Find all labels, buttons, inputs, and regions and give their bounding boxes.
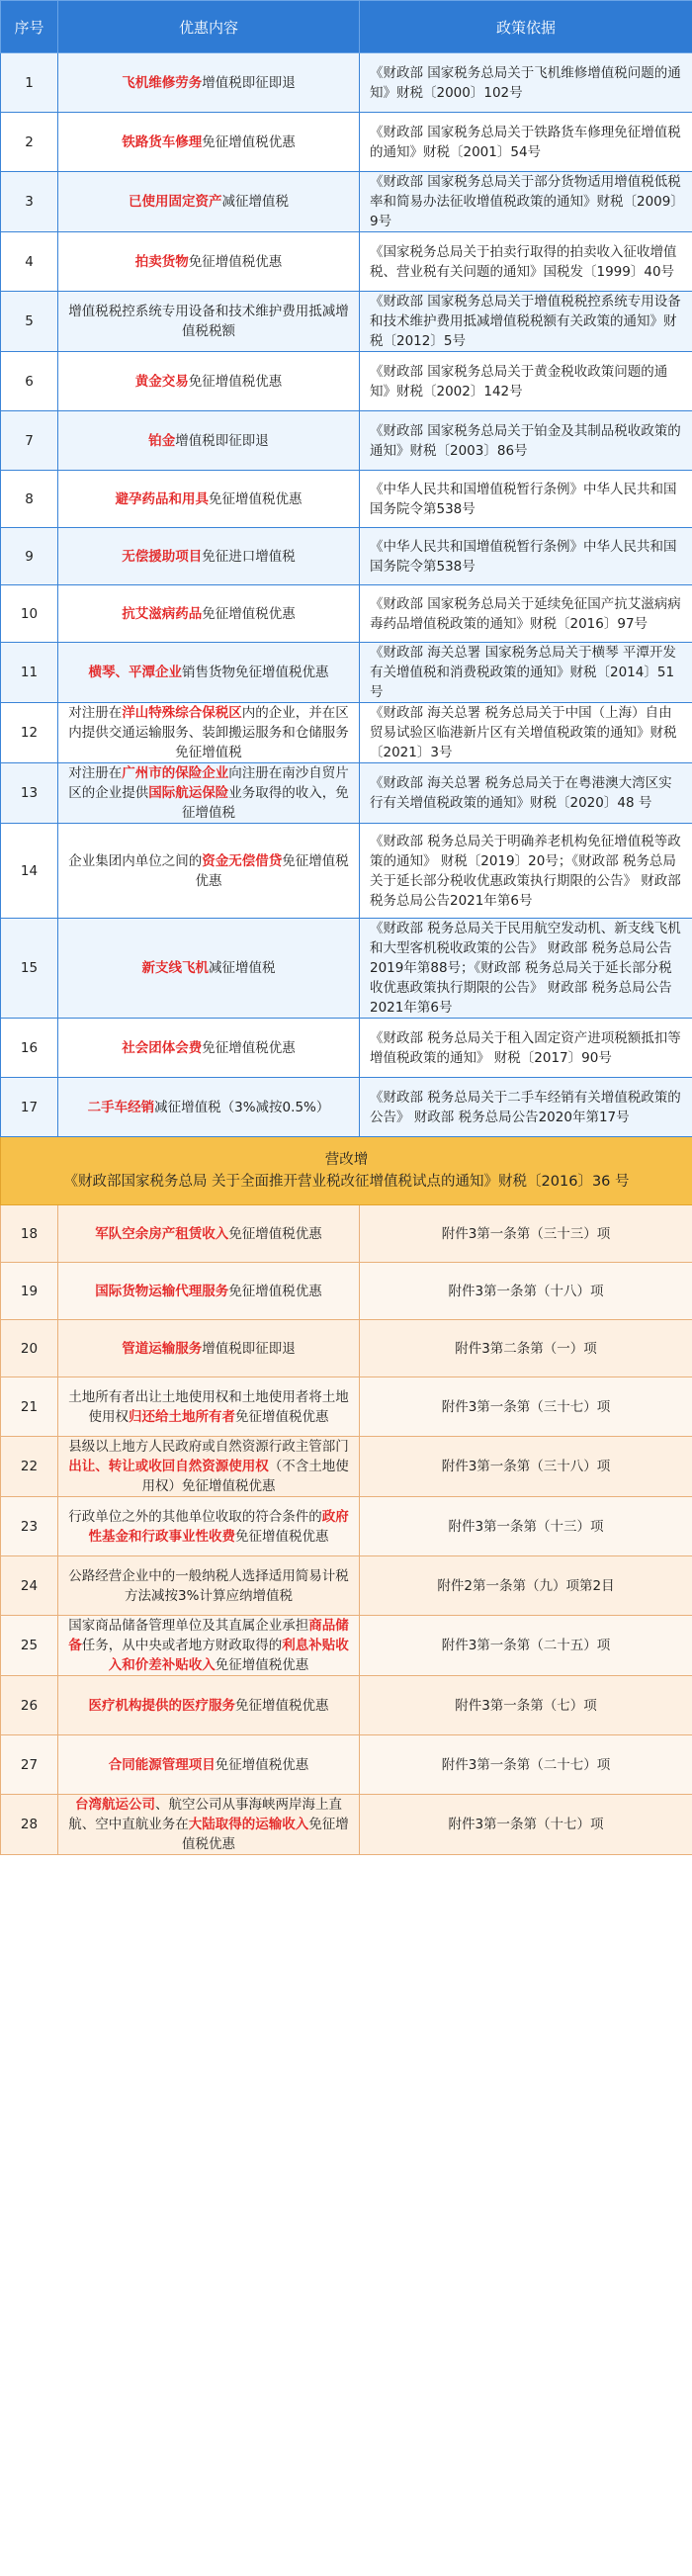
incentive-content — [58, 352, 360, 411]
row-number: 15 — [1, 919, 58, 1019]
table-row — [1, 1795, 692, 1855]
table-row — [1, 824, 692, 919]
incentive-content — [58, 585, 360, 643]
row-number: 1 — [1, 53, 58, 113]
content-text: 向注册在南沙自贸片区的企业提供 — [68, 765, 349, 801]
highlight-text: 合同能源管理项目 — [108, 1756, 216, 1773]
header-item: 优惠内容 — [58, 1, 360, 53]
content-text: 业务取得的收入，免征增值税 — [182, 785, 349, 821]
section-banner-row — [1, 1137, 692, 1205]
banner-subtitle: 《财政部国家税务总局 关于全面推开营业税改征增值税试点的通知》财税〔2016〕36 号 — [63, 1174, 630, 1190]
highlight-text: 商品储备 — [68, 1618, 349, 1653]
incentive-content — [58, 1078, 360, 1137]
incentive-content — [58, 411, 360, 471]
policy-basis: 《财政部 国家税务总局关于铂金及其制品税收政策的通知》财税〔2003〕86号 — [360, 411, 692, 471]
highlight-text: 洋山特殊综合保税区 — [122, 705, 242, 721]
row-number: 20 — [1, 1320, 58, 1377]
policy-basis: 附件3第二条第（一）项 — [360, 1320, 692, 1377]
policy-basis: 《财政部 海关总署 国家税务总局关于横琴 平潭开发有关增值税和消费税政策的通知》财税〔2014〕51号 — [360, 643, 692, 703]
incentive-content — [58, 232, 360, 292]
policy-basis: 《财政部 国家税务总局关于延续免征国产抗艾滋病病毒药品增值税政策的通知》财税〔2016〕97号 — [360, 585, 692, 643]
content-text: 公路经营企业中的一般纳税人选择适用简易计税方法减按3%计算应纳增值税 — [68, 1567, 349, 1604]
header-no: 序号 — [1, 1, 58, 53]
row-number: 6 — [1, 352, 58, 411]
table-header — [1, 1, 692, 53]
incentive-content — [58, 1263, 360, 1320]
table-row — [1, 1676, 692, 1735]
table-row — [1, 292, 692, 352]
row-number: 4 — [1, 232, 58, 292]
policy-basis: 《财政部 国家税务总局关于部分货物适用增值税低税率和简易办法征收增值税政策的通知》财税〔2009〕9号 — [360, 172, 692, 232]
incentive-content — [58, 1205, 360, 1263]
content-text: 免征增值税优惠 — [202, 133, 296, 150]
policy-basis: 《财政部 海关总署 税务总局关于在粤港澳大湾区实行有关增值税政策的通知》财税〔2020〕48 号 — [360, 763, 692, 824]
table-row — [1, 113, 692, 172]
policy-basis: 附件2第一条第（九）项第2目 — [360, 1556, 692, 1616]
row-number: 12 — [1, 703, 58, 763]
content-text: 国家商品储备管理单位及其直属企业承担 — [68, 1618, 309, 1634]
table-row — [1, 1616, 692, 1676]
incentive-content — [58, 763, 360, 824]
content-text: 对注册在 — [68, 765, 123, 781]
content-text: 行政单位之外的其他单位收取的符合条件的 — [68, 1508, 322, 1525]
table-row — [1, 172, 692, 232]
content-text: 减征增值税 — [209, 960, 276, 976]
table-row — [1, 585, 692, 643]
content-text: 免征增值税优惠 — [195, 852, 349, 889]
policy-basis: 《财政部 国家税务总局关于黄金税收政策问题的通知》财税〔2002〕142号 — [360, 352, 692, 411]
content-text: 减征增值税（3%减按0.5%） — [154, 1099, 330, 1115]
row-number: 2 — [1, 113, 58, 172]
incentive-content — [58, 1795, 360, 1855]
content-text: 免征增值税优惠 — [215, 1657, 309, 1673]
content-text: 免征增值税优惠 — [235, 1528, 329, 1545]
content-text: 增值税税控系统专用设备和技术维护费用抵减增值税税额 — [68, 304, 349, 339]
row-number: 28 — [1, 1795, 58, 1855]
incentive-content — [58, 703, 360, 763]
highlight-text: 利息补贴收入和价差补贴收入 — [108, 1638, 349, 1673]
row-number: 8 — [1, 471, 58, 528]
row-number: 18 — [1, 1205, 58, 1263]
policy-basis: 附件3第一条第（十七）项 — [360, 1795, 692, 1855]
row-number: 22 — [1, 1437, 58, 1497]
highlight-text: 横琴、平潭企业 — [88, 665, 182, 680]
incentive-content — [58, 113, 360, 172]
policy-basis: 《财政部 税务总局关于二手车经销有关增值税政策的公告》 财政部 税务总局公告2020年第17号 — [360, 1078, 692, 1137]
highlight-text: 管道运输服务 — [122, 1340, 203, 1357]
content-text: 企业集团内单位之间的 — [68, 852, 203, 869]
highlight-text: 国际航运保险 — [148, 785, 229, 801]
row-number: 23 — [1, 1497, 58, 1556]
incentive-content — [58, 1437, 360, 1497]
highlight-text: 铁路货车修理 — [122, 133, 203, 150]
content-text: 对注册在 — [68, 705, 123, 721]
policy-basis: 《中华人民共和国增值税暂行条例》中华人民共和国国务院令第538号 — [360, 528, 692, 585]
highlight-text: 新支线飞机 — [141, 960, 209, 976]
content-text: 免征增值税优惠 — [228, 1225, 322, 1242]
highlight-text: 已使用固定资产 — [129, 194, 222, 210]
highlight-text: 二手车经销 — [87, 1099, 155, 1115]
content-text: 任务，从中央或者地方财政取得的 — [81, 1638, 283, 1653]
highlight-text: 社会团体会费 — [122, 1039, 203, 1056]
policy-basis: 《国家税务总局关于拍卖行取得的拍卖收入征收增值税、营业税有关问题的通知》国税发〔1999〕40号 — [360, 232, 692, 292]
incentive-content — [58, 1497, 360, 1556]
row-number: 3 — [1, 172, 58, 232]
table-row — [1, 352, 692, 411]
highlight-text: 国际货物运输代理服务 — [95, 1283, 229, 1299]
content-text: 免征增值税优惠 — [228, 1283, 322, 1299]
table-row — [1, 1497, 692, 1556]
row-number: 19 — [1, 1263, 58, 1320]
incentive-content — [58, 1377, 360, 1437]
row-number: 14 — [1, 824, 58, 919]
table-row — [1, 1205, 692, 1263]
row-number: 17 — [1, 1078, 58, 1137]
highlight-text: 政府性基金和行政事业性收费 — [88, 1508, 349, 1545]
content-text: 免征增值税优惠 — [215, 1756, 309, 1773]
content-text: 免征进口增值税 — [202, 548, 296, 565]
content-text: 免征增值税优惠 — [235, 1697, 329, 1714]
row-number: 16 — [1, 1019, 58, 1078]
highlight-text: 抗艾滋病药品 — [122, 605, 203, 622]
content-text: 内的企业，并在区内提供交通运输服务、装卸搬运服务和仓储服务免征增值税 — [68, 705, 349, 760]
incentive-content — [58, 1019, 360, 1078]
row-number: 10 — [1, 585, 58, 643]
content-text: 增值税即征即退 — [175, 432, 269, 449]
content-text: 减征增值税 — [221, 194, 289, 210]
incentive-content — [58, 1320, 360, 1377]
row-number: 27 — [1, 1735, 58, 1795]
highlight-text: 避孕药品和用具 — [115, 490, 209, 507]
incentive-content — [58, 53, 360, 113]
incentive-content — [58, 292, 360, 352]
section-banner — [1, 1137, 692, 1205]
highlight-text: 归还给土地所有者 — [129, 1408, 235, 1425]
table-row — [1, 53, 692, 113]
policy-basis: 《中华人民共和国增值税暂行条例》中华人民共和国国务院令第538号 — [360, 471, 692, 528]
highlight-text: 出让、转让或收回自然资源使用权 — [68, 1459, 269, 1474]
table-row — [1, 919, 692, 1019]
table-row — [1, 411, 692, 471]
table-row — [1, 1263, 692, 1320]
highlight-text: 黄金交易 — [134, 373, 189, 390]
content-text: 销售货物免征增值税优惠 — [182, 665, 329, 680]
policy-basis: 《财政部 国家税务总局关于飞机维修增值税问题的通知》财税〔2000〕102号 — [360, 53, 692, 113]
incentive-content — [58, 1735, 360, 1795]
row-number: 11 — [1, 643, 58, 703]
content-text: 免征增值税优惠 — [202, 1039, 296, 1056]
incentive-content — [58, 471, 360, 528]
row-number: 25 — [1, 1616, 58, 1676]
policy-basis: 附件3第一条第（三十八）项 — [360, 1437, 692, 1497]
row-number: 21 — [1, 1377, 58, 1437]
table-row — [1, 528, 692, 585]
highlight-text: 无偿援助项目 — [122, 548, 203, 565]
policy-basis: 附件3第一条第（三十三）项 — [360, 1205, 692, 1263]
highlight-text: 台湾航运公司 — [75, 1797, 155, 1813]
table-row — [1, 1556, 692, 1616]
incentive-content — [58, 919, 360, 1019]
header-basis: 政策依据 — [360, 1, 692, 53]
content-text: 土地所有者出让土地使用权和土地使用者将土地使用权 — [68, 1388, 349, 1425]
highlight-text: 飞机维修劳务 — [122, 74, 203, 91]
table-row — [1, 703, 692, 763]
policy-basis: 附件3第一条第（二十五）项 — [360, 1616, 692, 1676]
banner-title: 营改增 — [324, 1152, 369, 1168]
table-row — [1, 1735, 692, 1795]
table-row — [1, 1019, 692, 1078]
incentive-content — [58, 528, 360, 585]
row-number: 5 — [1, 292, 58, 352]
row-number: 9 — [1, 528, 58, 585]
table-row — [1, 643, 692, 703]
table-row — [1, 1078, 692, 1137]
row-number: 26 — [1, 1676, 58, 1735]
content-text: 免征增值税优惠 — [182, 1817, 349, 1852]
highlight-text: 大陆取得的运输收入 — [188, 1817, 309, 1832]
incentive-content — [58, 172, 360, 232]
content-text: 增值税即征即退 — [202, 1340, 296, 1357]
highlight-text: 资金无偿借贷 — [202, 852, 283, 869]
policy-basis: 《财政部 税务总局关于明确养老机构免征增值税等政策的通知》 财税〔2019〕20号；《财政部 税务总局关于延长部分税收优惠政策执行期限的公告》 财政部 税务总局公告2021年第6号 — [360, 824, 692, 919]
content-text: 免征增值税优惠 — [235, 1408, 329, 1425]
highlight-text: 军队空余房产租赁收入 — [95, 1225, 229, 1242]
row-number: 7 — [1, 411, 58, 471]
content-text: 、航空公司从事海峡两岸海上直航、空中直航业务在 — [68, 1797, 342, 1832]
policy-basis: 附件3第一条第（七）项 — [360, 1676, 692, 1735]
policy-basis: 《财政部 海关总署 税务总局关于中国（上海）自由贸易试验区临港新片区有关增值税政策的通知》财税〔2021〕3号 — [360, 703, 692, 763]
policy-basis: 附件3第一条第（二十七）项 — [360, 1735, 692, 1795]
table-row — [1, 232, 692, 292]
content-text: 增值税即征即退 — [202, 74, 296, 91]
content-text: （不含土地使用权）免征增值税优惠 — [141, 1459, 349, 1494]
policy-basis: 《财政部 税务总局关于租入固定资产进项税额抵扣等增值税政策的通知》 财税〔2017〕90号 — [360, 1019, 692, 1078]
table-row — [1, 1437, 692, 1497]
incentive-content — [58, 1556, 360, 1616]
highlight-text: 拍卖货物 — [134, 253, 189, 270]
incentive-content — [58, 1676, 360, 1735]
policy-basis: 附件3第一条第（十三）项 — [360, 1497, 692, 1556]
table-row — [1, 471, 692, 528]
highlight-text: 医疗机构提供的医疗服务 — [88, 1697, 235, 1714]
policy-basis: 《财政部 国家税务总局关于铁路货车修理免征增值税的通知》财税〔2001〕54号 — [360, 113, 692, 172]
highlight-text: 广州市的保险企业 — [122, 765, 229, 781]
table-row — [1, 763, 692, 824]
policy-basis: 附件3第一条第（十八）项 — [360, 1263, 692, 1320]
content-text: 县级以上地方人民政府或自然资源行政主管部门 — [68, 1439, 349, 1455]
incentive-content — [58, 824, 360, 919]
incentive-content — [58, 1616, 360, 1676]
row-number: 24 — [1, 1556, 58, 1616]
policy-basis: 《财政部 税务总局关于民用航空发动机、新支线飞机和大型客机税收政策的公告》 财政部 税务总局公告2019年第88号；《财政部 税务总局关于延长部分税收优惠政策执行期限的公告》 财政部 税务总局公告2021年第6号 — [360, 919, 692, 1019]
policy-basis: 附件3第一条第（三十七）项 — [360, 1377, 692, 1437]
content-text: 免征增值税优惠 — [188, 253, 283, 270]
content-text: 免征增值税优惠 — [209, 490, 303, 507]
incentive-content — [58, 643, 360, 703]
highlight-text: 铂金 — [148, 432, 176, 449]
table-body — [1, 53, 692, 1855]
content-text: 免征增值税优惠 — [188, 373, 283, 390]
row-number: 13 — [1, 763, 58, 824]
content-text: 免征增值税优惠 — [202, 605, 296, 622]
table-row — [1, 1320, 692, 1377]
policy-basis: 《财政部 国家税务总局关于增值税税控系统专用设备和技术维护费用抵减增值税税额有关政策的通知》财税〔2012〕5号 — [360, 292, 692, 352]
table-row — [1, 1377, 692, 1437]
